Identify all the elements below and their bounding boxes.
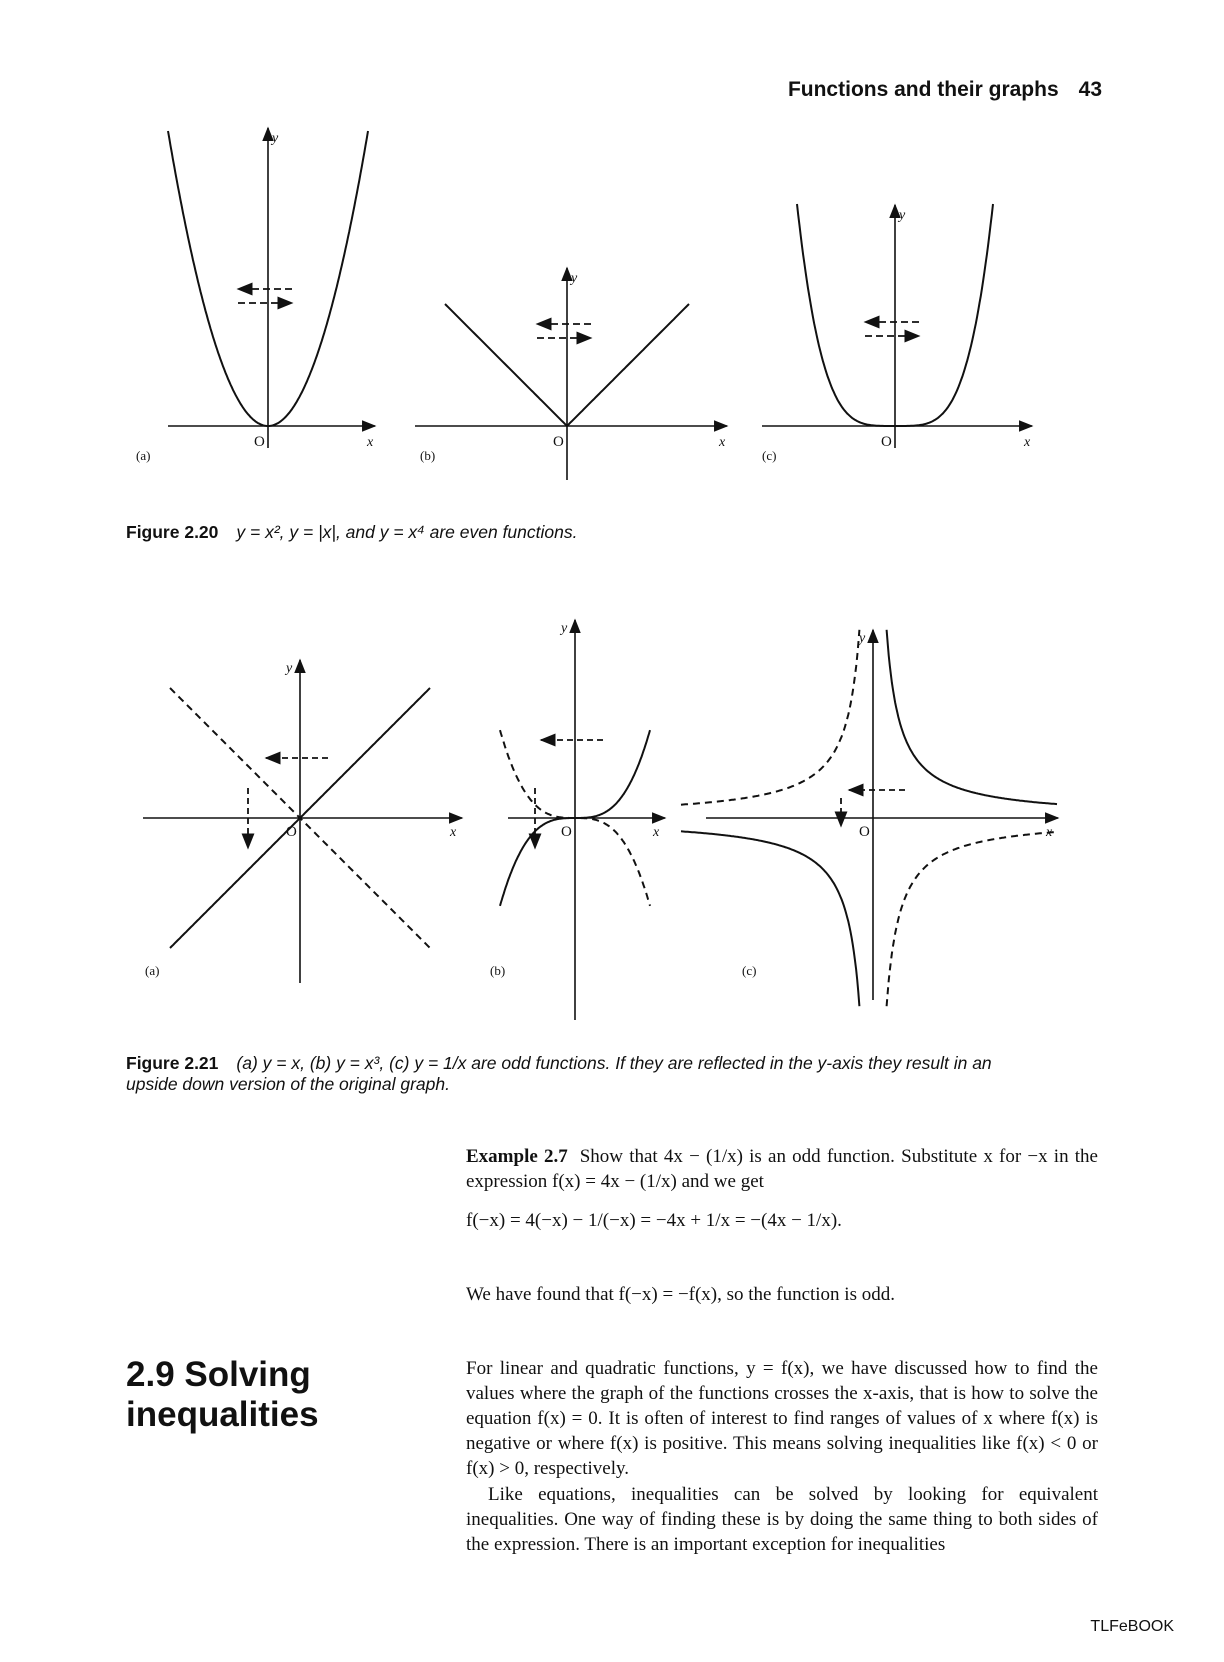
panel-label: (a) (145, 963, 160, 978)
figure-2-20-text: y = x², y = |x|, and y = x⁴ are even functions. (236, 522, 578, 542)
example-text: Show that 4x − (1/x) is an odd function. Substitute x for −x in the expression f(x) = 4x − (1/x) and we get (466, 1146, 1098, 1192)
figure-2-21-text: (a) y = x, (b) y = x³, (c) y = 1/x are odd functions. If they are reflected in the y-axis they result in an upside down version of the original graph. (126, 1053, 992, 1094)
curve-1/x-branch-right (887, 630, 1057, 804)
x-axis-label: x (1024, 435, 1031, 450)
origin-label: O (553, 434, 564, 450)
reflected-curve-right (887, 832, 1057, 1006)
figure-2-20 (0, 120, 1224, 510)
y-axis-label: y (272, 131, 279, 146)
y-axis-label: y (286, 661, 293, 676)
origin-label: O (254, 434, 265, 450)
x-axis-label: x (450, 825, 457, 840)
y-axis-label: y (561, 621, 568, 636)
section-paragraph-2: Like equations, inequalities can be solved by looking for equivalent inequalities. One way of finding these is by doing the same thing to both sides of the expression. There is an important exception for inequalities (466, 1484, 1098, 1555)
origin-label: O (561, 824, 572, 840)
x-axis-label: x (367, 435, 374, 450)
example-label: Example 2.7 (466, 1146, 568, 1167)
y-axis-label: y (859, 631, 866, 646)
example-block (466, 1144, 1098, 1194)
section-heading: 2.9 Solving inequalities (126, 1355, 319, 1434)
figure-2-21-label: Figure 2.21 (126, 1053, 219, 1073)
x-axis-label: x (719, 435, 726, 450)
origin-label: O (859, 824, 870, 840)
example-equation: f(−x) = 4(−x) − 1/(−x) = −4x + 1/x = −(4x − 1/x). (466, 1210, 842, 1231)
panel-label: (a) (136, 448, 151, 463)
example-conclusion: We have found that f(−x) = −f(x), so the function is odd. (466, 1284, 895, 1305)
figure-2-21-caption (126, 1053, 1046, 1095)
reflected-curve-left (681, 630, 859, 805)
section-paragraph-1: For linear and quadratic functions, y = f(x), we have discussed how to find the values where the graph of the functions crosses the x-axis, that is how to solve the equation f(x) = 0. It is often of interest to find ranges of values of x where f(x) is negative or where f(x) is positive. This means solving inequalities like f(x) < 0 or f(x) > 0, respectively. (466, 1358, 1098, 1479)
panel-label: (b) (490, 963, 506, 978)
panel-label: (b) (420, 448, 436, 463)
page-number: 43 (1078, 78, 1102, 101)
figure-2-21 (0, 620, 1224, 1040)
origin-label: O (881, 434, 892, 450)
figure-2-20-label: Figure 2.20 (126, 522, 219, 542)
x-axis-label: x (653, 825, 660, 840)
panel-label: (c) (762, 448, 777, 463)
y-axis-label: y (899, 208, 906, 223)
x-axis-label: x (1046, 825, 1053, 840)
origin-label: O (286, 824, 297, 840)
footer-tag: TLFeBOOK (1090, 1618, 1174, 1635)
running-head (788, 78, 1102, 102)
panel-label: (c) (742, 963, 757, 978)
y-axis-label: y (571, 271, 578, 286)
curve-1/x-branch-left (681, 831, 859, 1006)
running-head-title: Functions and their graphs (787, 78, 1059, 101)
figure-2-20-caption (126, 522, 1046, 543)
